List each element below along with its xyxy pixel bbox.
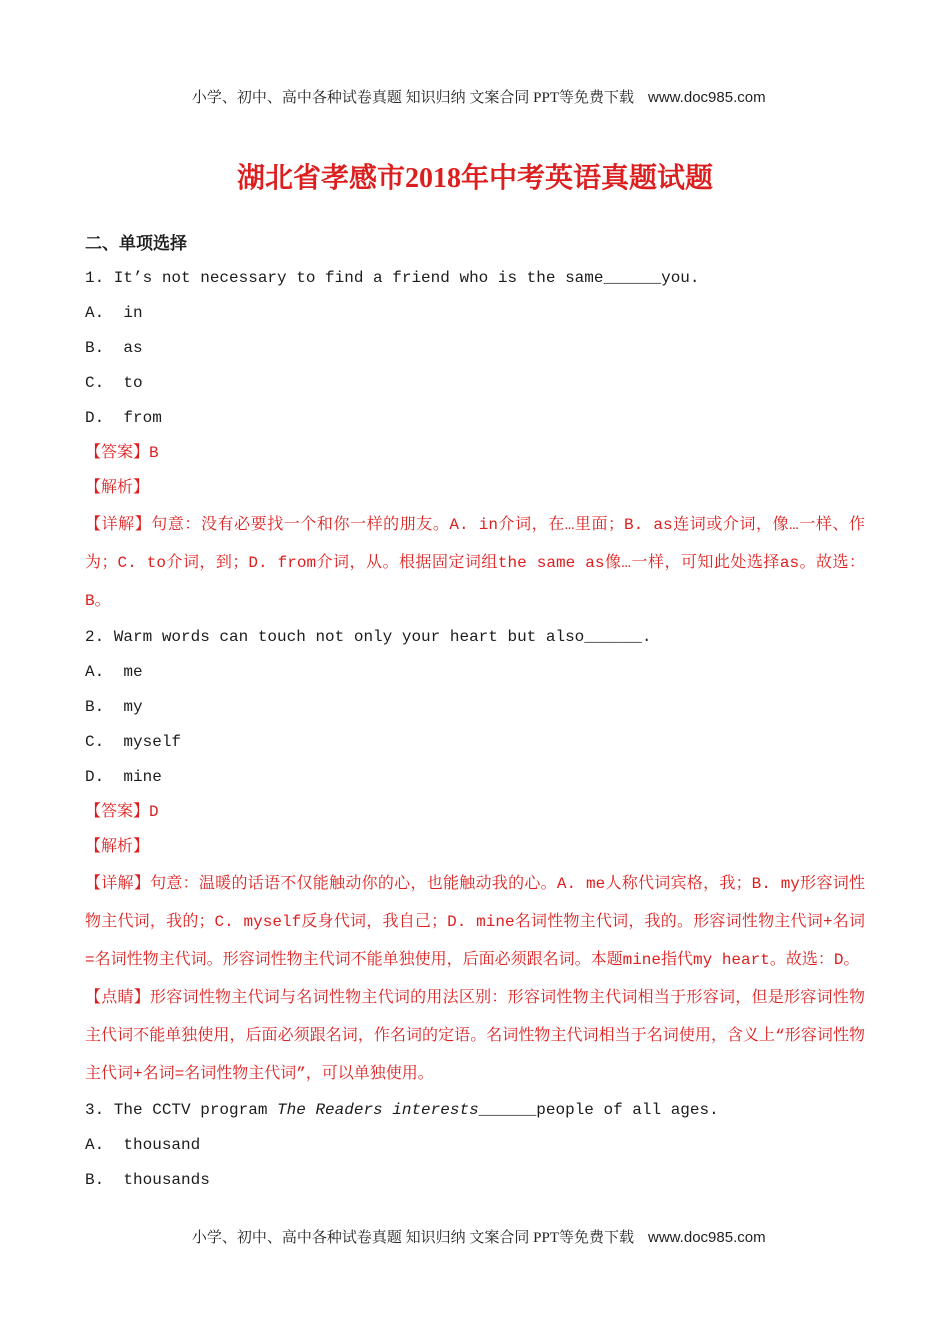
- question-1-option-a: A. in: [85, 304, 143, 322]
- section-heading: 二、单项选择: [85, 234, 187, 253]
- footer-tagline: 小学、初中、高中各种试卷真题 知识归纳 文案合同 PPT等免费下载: [191, 1230, 635, 1246]
- question-1-answer: 【答案】B: [85, 444, 159, 462]
- question-1-analysis-label: 【解析】: [85, 479, 150, 497]
- question-2-tip: 【点睛】形容词性物主代词与名词性物主代词的用法区别：形容词性物主代词相当于形容词，但是形容词性物主代词不能单独使用，后面必须跟名词，作名词的定语。名词性物主代词相当于名词使用，含义上“形容词性物主代词+名词=名词性物主代词”，可以单独使用。: [85, 989, 865, 1083]
- question-1-detail: 【详解】句意：没有必要找一个和你一样的朋友。A. in介词，在…里面；B. as连词或介词，像…一样、作为；C. to介词，到；D. from介词，从。根据固定词组the same as像…一样，可知此处选择as。故选：B。: [85, 516, 865, 610]
- question-3-stem-prefix: 3. The CCTV program: [85, 1101, 278, 1119]
- question-3-stem-program-title: The Readers interests: [277, 1101, 479, 1119]
- page-footer: [0, 1208, 950, 1248]
- question-2-detail: 【详解】句意：温暖的话语不仅能触动你的心，也能触动我的心。A. me人称代词宾格，我；B. my形容词性物主代词，我的；C. myself反身代词，我自己；D. mine名词性物主代词，我的。形容词性物主代词+名词=名词性物主代词。形容词性物主代词不能单独使用，后面必须跟名词。本题mine指代my heart。故选：D。: [85, 875, 865, 969]
- document-body: [85, 226, 865, 1198]
- question-2-stem: 2. Warm words can touch not only your heart but also______.: [85, 628, 652, 646]
- question-1-option-d: D. from: [85, 409, 162, 427]
- question-1-option-b: B. as: [85, 339, 143, 357]
- question-1-stem: 1. It’s not necessary to find a friend who is the same______you.: [85, 269, 700, 287]
- question-2-answer: 【答案】D: [85, 803, 159, 821]
- question-2-option-a: A. me: [85, 663, 143, 681]
- question-2-option-c: C. myself: [85, 733, 182, 751]
- question-3-stem-suffix: ______people of all ages.: [478, 1101, 719, 1119]
- question-3-option-a: A. thousand: [85, 1136, 201, 1154]
- question-2-option-d: D. mine: [85, 768, 162, 786]
- page-header: [0, 0, 950, 108]
- question-3-stem: [85, 1093, 865, 1128]
- footer-site-link: www.doc985.com: [648, 1229, 766, 1246]
- question-2-option-b: B. my: [85, 698, 143, 716]
- header-site-link: www.doc985.com: [648, 89, 766, 106]
- header-tagline: 小学、初中、高中各种试卷真题 知识归纳 文案合同 PPT等免费下载: [191, 90, 635, 106]
- question-1-option-c: C. to: [85, 374, 143, 392]
- document-title: 湖北省孝感市2018年中考英语真题试题: [236, 163, 713, 194]
- question-2-analysis-label: 【解析】: [85, 838, 150, 856]
- question-3-option-b: B. thousands: [85, 1171, 210, 1189]
